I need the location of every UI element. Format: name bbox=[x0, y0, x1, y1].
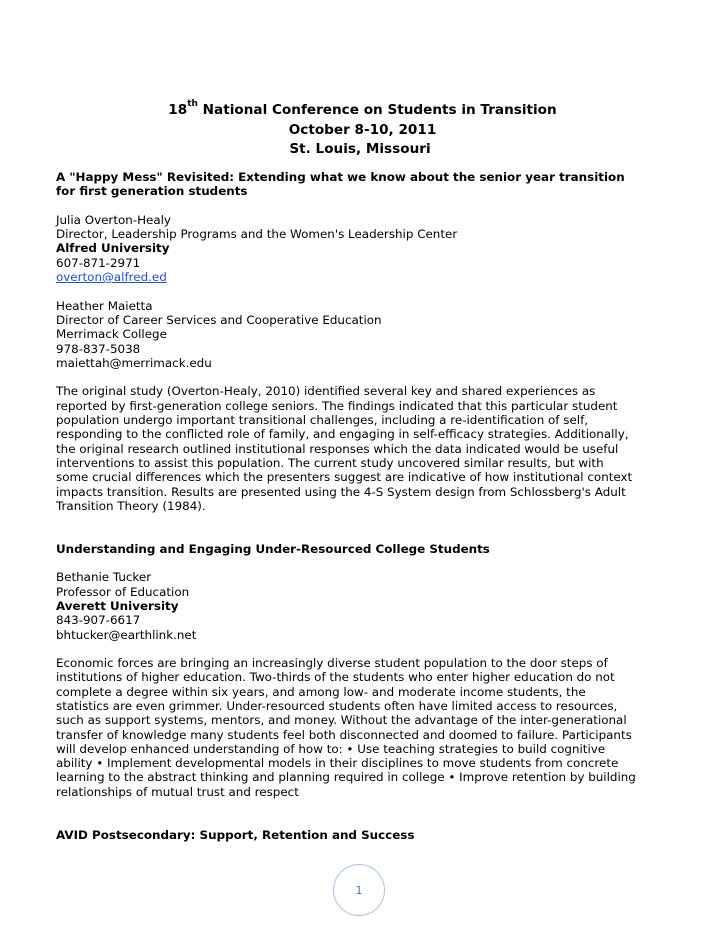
presenter3-name: Bethanie Tucker bbox=[56, 570, 152, 585]
presenter3-phone: 843-907-6617 bbox=[56, 613, 141, 628]
session2-abstract bbox=[56, 656, 646, 799]
abstract-line: Economic forces are bringing an increasingly diverse student population to the door steps of bbox=[56, 656, 608, 671]
presenter1-email-link[interactable]: overton@alfred.ed bbox=[56, 270, 167, 285]
abstract-line: population undergo important transitional challenges, including a re-identification of self, bbox=[56, 413, 589, 428]
session1-title-line2: for first generation students bbox=[56, 184, 248, 199]
session1-title-line1: A "Happy Mess" Revisited: Extending what we know about the senior year transition bbox=[56, 170, 625, 184]
presenter2-name: Heather Maietta bbox=[56, 298, 153, 313]
abstract-line: such as support systems, mentors, and money. Without the advantage of the inter-generational bbox=[56, 713, 627, 728]
presenter1-title: Director, Leadership Programs and the Women's Leadership Center bbox=[56, 227, 458, 242]
abstract-line: institutions of higher education. Two-thirds of the students who enter higher education do not bbox=[56, 670, 615, 685]
abstract-line: learning to the abstract thinking and planning required in college • Improve retention by building bbox=[56, 770, 636, 785]
abstract-line: complete a degree within six years, and among low- and moderate income students, the bbox=[56, 684, 586, 699]
presenter2-institution: Merrimack College bbox=[56, 327, 167, 342]
conference-number-suffix: th bbox=[187, 99, 198, 110]
conference-number: 18 bbox=[168, 102, 188, 118]
presenter2-title: Director of Career Services and Cooperative Education bbox=[56, 312, 382, 327]
abstract-line: responding to the conflicted role of family, and engaging in self-efficacy strategies. Additionally, bbox=[56, 427, 629, 442]
abstract-line: statistics are even grimmer. Under-resourced students often have limited access to resources, bbox=[56, 698, 618, 713]
abstract-line: reported by first-generation college seniors. The findings indicated that this particular student bbox=[56, 398, 618, 413]
abstract-line: The original study (Overton-Healy, 2010) identified several key and shared experiences as bbox=[56, 384, 596, 399]
abstract-line: interventions to assist this population. The current study uncovered similar results, but with bbox=[56, 455, 604, 470]
presenter3-institution: Averett University bbox=[56, 598, 179, 613]
presenter3-email: bhtucker@earthlink.net bbox=[56, 627, 197, 642]
conference-location: St. Louis, Missouri bbox=[289, 141, 431, 157]
session3-title: AVID Postsecondary: Support, Retention and Success bbox=[56, 827, 415, 842]
presenter1-institution: Alfred University bbox=[56, 241, 170, 256]
abstract-line: transfer of knowledge many students feel both disconnected and doomed to failure. Participants bbox=[56, 727, 632, 742]
conference-title-text: National Conference on Students in Transition bbox=[197, 102, 557, 118]
abstract-line: the original research outlined institutional responses which the data indicated would be useful bbox=[56, 441, 619, 456]
abstract-line: some crucial differences which the presenters suggest are indicative of how institutional context bbox=[56, 470, 633, 485]
presenter1-name: Julia Overton-Healy bbox=[56, 212, 171, 227]
abstract-line: impacts transition. Results are presented using the 4-S System design from Schlossberg's Adult bbox=[56, 484, 626, 499]
conference-dates: October 8-10, 2011 bbox=[288, 121, 437, 138]
presenter2-phone: 978-837-5038 bbox=[56, 341, 141, 356]
abstract-line: Transition Theory (1984). bbox=[56, 498, 206, 513]
page-number-badge: 1 bbox=[333, 864, 385, 916]
abstract-line: relationships of mutual trust and respect bbox=[56, 784, 299, 799]
abstract-line: ability • Implement developmental models in their disciplines to move students from concrete bbox=[56, 756, 619, 771]
presenter1-phone: 607-871-2971 bbox=[56, 255, 141, 270]
presenter2-email: maiettah@merrimack.edu bbox=[56, 355, 212, 370]
conference-header bbox=[0, 101, 720, 160]
abstract-line: will develop enhanced understanding of how to: • Use teaching strategies to build cognitive bbox=[56, 741, 606, 756]
session2-title: Understanding and Engaging Under-Resourced College Students bbox=[56, 541, 490, 556]
presenter3-title: Professor of Education bbox=[56, 584, 190, 599]
document-body bbox=[56, 170, 646, 842]
conference-title bbox=[0, 101, 720, 121]
session1-abstract bbox=[56, 384, 646, 513]
